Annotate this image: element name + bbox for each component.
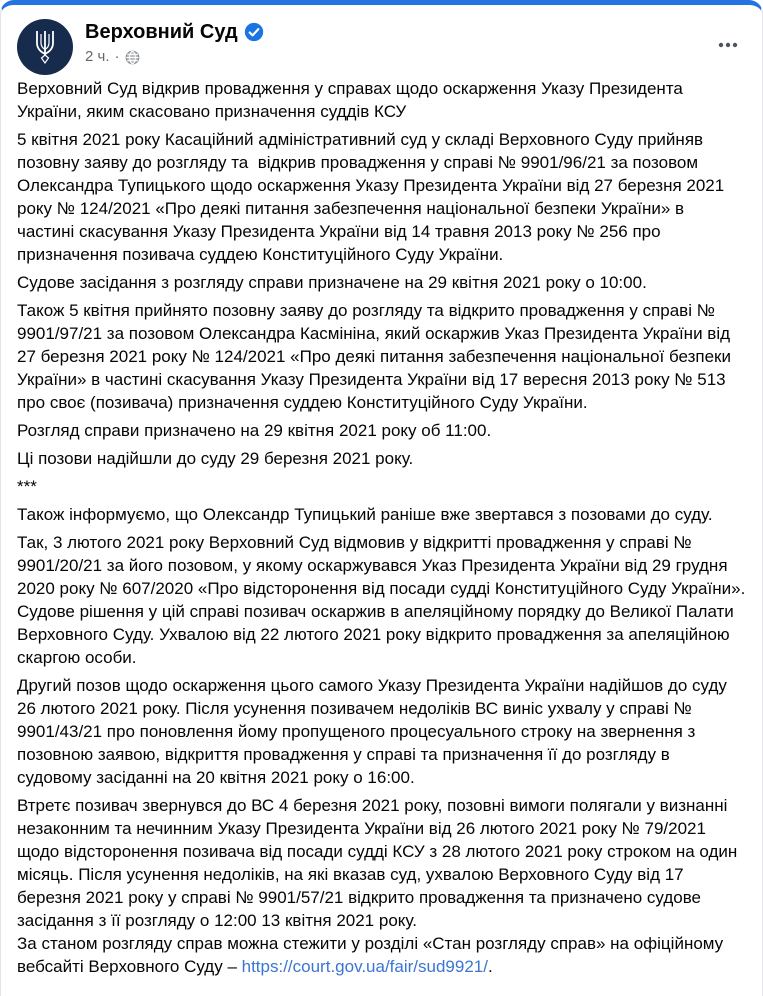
page-avatar[interactable] — [17, 19, 73, 75]
meta-separator: · — [114, 48, 120, 65]
post-paragraph: Другий позов щодо оскарження цього самого Указу Президента України надійшов до суду 26 лютого 2021 року. Після усунення позивачем недоліків ВС виніс ухвалу у справі № 9901/43/21 про поновлення йому пропущеного процесуального строку на звернення з позовною заявою, відкриття провадження у справі та призначення її до розгляду в судовому засіданні на 20 квітня 2021 року о 16:00. — [17, 676, 732, 787]
post-paragraph: Судове засідання з розгляду справи призначене на 29 квітня 2021 року о 10:00. — [17, 273, 647, 292]
post-content — [1, 75, 762, 996]
footer-text-before: За станом розгляду справ можна стежити у розділі «Стан розгляду справ» на офіційному вебсайті Верховного Суду – — [17, 934, 728, 976]
post-paragraph: Розгляд справи призначено на 29 квітня 2021 року об 11:00. — [17, 421, 492, 440]
post-link[interactable]: https://court.gov.ua/fair/sud9921/ — [241, 957, 488, 976]
post-paragraph: 5 квітня 2021 року Касаційний адміністративний суд у складі Верховного Суду прийняв позовну заяву до розгляду та відкрив провадження у справі № 9901/96/21 за позовом Олександра Тупицького щодо оскарження Указу Президента України від 27 березня 2021 року № 124/2021 «Про деякі питання забезпечення національної безпеки України» в частині скасування Указу Президента України від 14 травня 2013 року № 256 про призначення позивача суддею Конституційного Суду України. — [17, 130, 729, 264]
post-paragraph: *** — [17, 477, 37, 496]
three-dots-icon — [716, 33, 740, 57]
footer-text-after: . — [487, 957, 493, 976]
post-footer-paragraph — [17, 932, 746, 978]
post-header — [1, 5, 762, 75]
trident-emblem-icon — [30, 28, 60, 66]
verified-badge-icon — [244, 22, 264, 42]
more-options-button[interactable] — [710, 27, 746, 63]
post-paragraph: Втретє позивач звернувся до ВС 4 березня 2021 року, позовні вимоги полягали у визнанні незаконним та нечинним Указу Президента України від 26 лютого 2021 року № 79/2021 щодо відсторонення позивача від посади судді КСУ з 28 лютого 2021 року строком на один місяць. Після усунення недоліків, на які вказав суд, ухвалою Верховного Суду від 17 березня 2021 року у справі № 9901/57/21 відкрито провадження та призначено судове засідання з її розгляду о 12:00 13 квітня 2021 року. — [17, 796, 743, 930]
post-paragraph: Також інформуємо, що Олександр Тупицький раніше вже звертався з позовами до суду. — [17, 505, 713, 524]
post-paragraphs — [17, 77, 751, 932]
post-paragraph: Верховний Суд відкрив провадження у справах щодо оскарження Указу Президента України, яким скасовано призначення суддів КСУ — [17, 79, 688, 121]
post-paragraph: Також 5 квітня прийнято позовну заяву до розгляду та відкрито провадження у справі № 9901/97/21 за позовом Олександра Касмініна, який оскаржив Указ Президента України від 27 березня 2021 року № 124/2021 «Про деякі питання забезпечення національної безпеки України» в частині скасування Указу Президента України від 17 вересня 2013 року № 513 про своє (позивача) призначення суддею Конституційного Суду України. — [17, 301, 736, 412]
post-header-text — [85, 19, 710, 66]
globe-privacy-icon — [125, 50, 140, 65]
post-paragraph: Ці позови надійшли до суду 29 березня 2021 року. — [17, 449, 414, 468]
page-name[interactable]: Верховний Суд — [85, 21, 238, 43]
post-timestamp[interactable]: 2 ч. — [85, 48, 110, 65]
post-paragraph: Так, 3 лютого 2021 року Верховний Суд відмовив у відкритті провадження у справі № 9901/20/21 за його позовом, у якому оскаржувався Указ Президента України від 29 грудня 2020 року № 607/2020 «Про відсторонення від посади судді Конституційного Суду України». Судове рішення у цій справі позивач оскаржив в апеляційному порядку до Великої Палати Верховного Суду. Ухвалою від 22 лютого 2021 року відкрито провадження за апеляційною скаргою особи. — [17, 533, 751, 667]
